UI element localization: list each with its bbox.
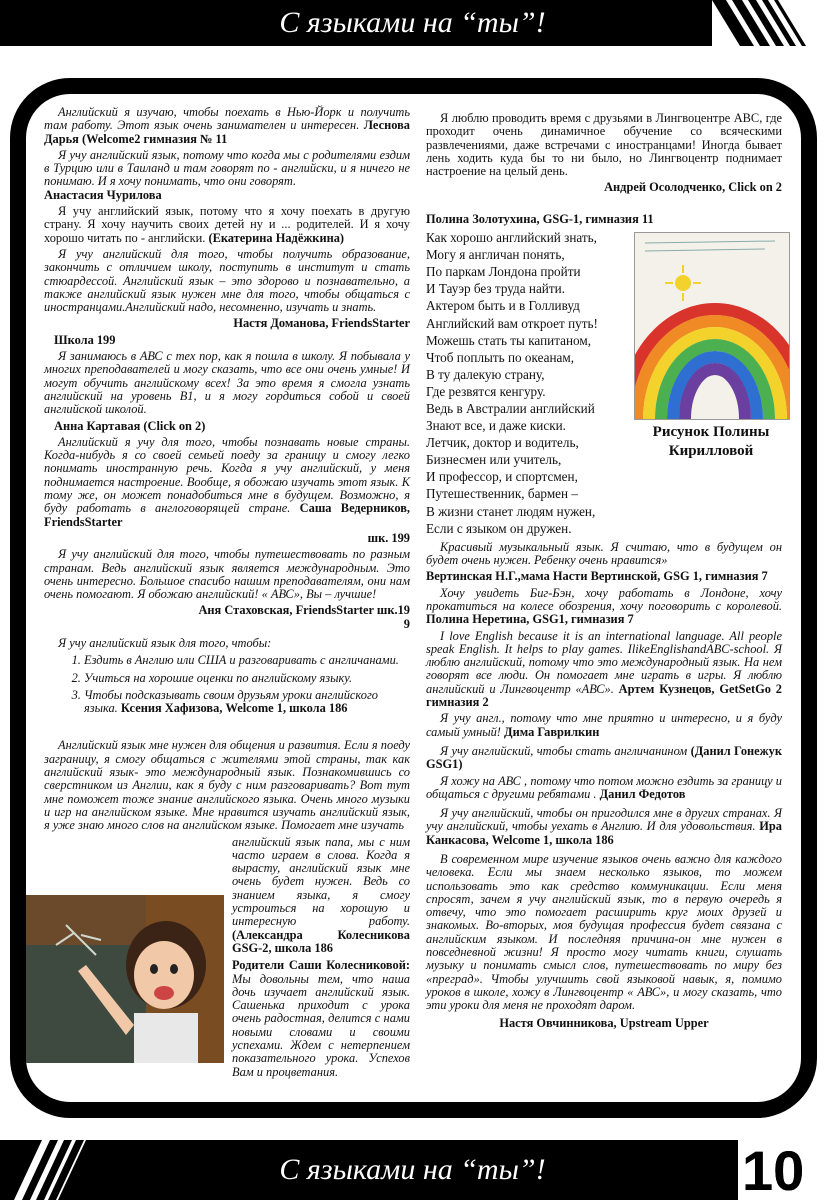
poem: [426, 229, 634, 537]
left-paragraph-8b: английский язык папа, мы с ним часто играем в слова. Когда я вырасту, английский язык мне очень будет нужен. Ведь со знанием языка, я смогу устроиться на хорошую и интересную работу. (Александра Колесникова GSG-2, школа 186: [232, 834, 410, 955]
list-item: 3. Чтобы подсказывать своим друзьям уроки английского языка. Ксения Хафизова, Welcome 1, школа 186: [84, 689, 410, 716]
poem-line: Могу я англичан понять,: [426, 247, 565, 263]
left-paragraph-3: Я учу английский язык, потому что я хочу поехать в другую страну. Я хочу научить своих детей ну и ... родителей. И я хочу хорошо читать по - английски. (Екатерина Надёжкина): [44, 204, 410, 245]
poem-line: Чтоб поплыть по океанам,: [426, 349, 575, 365]
left-list-intro: Я учу английский язык для того, чтобы:: [58, 635, 272, 650]
poem-line: Ведь в Австралии английский: [426, 401, 595, 417]
poem-line: Путешественник, бармен –: [426, 486, 578, 502]
left-signature-5: Анна Картавая (Click on 2): [54, 418, 206, 433]
right-signature-1: Андрей Осолодченко, Click on 2: [604, 180, 782, 195]
poem-heading: Полина Золотухина, GSG-1, гимназия 11: [426, 211, 654, 226]
header-title: С языками на “ты”!: [279, 6, 546, 39]
page-number: 10: [742, 1139, 805, 1202]
left-signature-4b: Школа 199: [54, 332, 116, 347]
right-paragraph-7: Я хожу на АВС , потому что потом можно ездить за границу и общаться с другими ребятами . Данил Федотов: [426, 773, 782, 801]
poem-line: И Тауэр без труда найти.: [426, 281, 565, 297]
left-signature-7: Аня Стаховская, FriendsStarter шк.19 9: [198, 603, 410, 631]
right-signature-9: Настя Овчинникова, Upstream Upper: [499, 1015, 709, 1030]
right-paragraph-2: Красивый музыкальный язык. Я считаю, что в будущем он будет очень нужен. Ребенку очень нравится»: [426, 539, 782, 568]
right-paragraph-6: Я учу английский, чтобы стать англичанином (Данил Гонежук GSG1): [426, 743, 782, 772]
left-paragraph-4: Я учу английский для того, чтобы получить образование, закончить с отличием школу, поступить в институт и стать стюардессой. Английский язык – это здорово и познавательно, а также английский язык нужен мне для того, чтобы общаться с иностранцами.Английский надо, несомненно, изучать и знать.: [44, 246, 410, 315]
right-paragraph-1: Я люблю проводить время с друзьями в Лингвоцентре АВС, где проходит очень динамичное обучение со всяческими развлечениями, даже встречами с иностранцами! Иногда бывает лень ходить куда бы то ни было, но Лингвоцентр поднимает настроение на целый день.: [426, 111, 782, 179]
poem-line: Где резвятся кенгуру.: [426, 383, 546, 399]
poem-line: В жизни станет людям нужен,: [426, 503, 596, 519]
list-item: 2. Учиться на хорошие оценки по английскому языку.: [84, 672, 410, 685]
right-paragraph-3: Хочу увидеть Биг-Бэн, хочу работать в Лондоне, хочу прокатиться на колесе обозрения, хочу поговорить с королевой. Полина Неретина, GSG1, гимназия 7: [426, 585, 782, 627]
left-signature-6: шк. 199: [367, 530, 410, 545]
left-paragraph-5: Я занимаюсь в АВС с тех пор, как я пошла в школу. Я побывала у многих преподавателей и могу сказать, что все они очень умные! И могут обучить английскому всех! За это время я смогла узнать английский на уровень B1, и я могу гордиться собой и своей английской школой.: [44, 349, 410, 417]
poem-line: По паркам Лондона пройти: [426, 264, 581, 280]
footer-band: [0, 1140, 825, 1200]
poem-line: Можешь стать ты капитаном,: [426, 332, 592, 348]
right-paragraph-8: Я учу английский, чтобы он пригодился мне в других странах. Я учу английский, чтобы уехать в Англию. И для удовольствия. Ира Канкасова, Welcome 1, школа 186: [426, 806, 782, 847]
left-paragraph-6: Английский я учу для того, чтобы познавать новые страны. Когда-нибудь я со своей семьей поеду за границу и смогу легко понимать иностранную речь. Когда я учу английский, у меня поднимается настроение. Вообще, я обожаю изучать этот язык. К тому же, он может понадобиться мне в будущем. Возможно, я буду работать в англоговорящей стране. Саша Ведерников, FriendsStarter: [44, 434, 410, 529]
list-item: 1. Ездить в Англию или США и разговаривать с англичанами.: [84, 654, 410, 667]
footer-title: С языками на “ты”!: [279, 1153, 546, 1186]
right-paragraph-5: Я учу англ., потому что мне приятно и интересно, и я буду самый умный! Дима Гаврилкин: [426, 711, 782, 739]
left-paragraph-2: Я учу английский язык, потому что когда мы с родителями ездим в Турцию или в Таиланд и там говорят по - английски, и я ничего не понимаю. И я хочу понимать, что они говорят. Анастасия Чурилова: [44, 147, 410, 202]
right-paragraph-4: I love English because it is an international language. All people speak English. It helps to play games. IlikeEnglishandABC-school. Я люблю английский, потому что это международный язык. На нем говорят все люди. Он помогает мне играть в игры. Я люблю английский и Лингвоцентр «АВС». Артем Кузнецов, GetSetGo 2 гимназия 2: [426, 628, 782, 710]
left-paragraph-8: Английский язык мне нужен для общения и развития. Если я поеду заграницу, я смогу общаться с жителями этой страны, так как английский язык- это международный язык. Познакомившись со сверстником из Англии, как я буду с ним разговаривать? Вот тут мне поможет тоже знание английского языка. Очень много музыки и игр на английском языке. Мне нравится изучать английский язык, я уже знаю много слов на английском языке. Помогает мне изучать: [44, 738, 410, 833]
poem-line: Актером быть и в Голливуд: [426, 298, 580, 314]
poem-line: Летчик, доктор и водитель,: [426, 435, 579, 451]
left-signature-4: Настя Доманова, FriendsStarter: [233, 316, 410, 331]
header-band: [0, 0, 825, 46]
rainbow-drawing: [634, 232, 790, 420]
girl-photo: [26, 895, 224, 1063]
drawing-caption: Рисунок Полины Кирилловой: [652, 424, 770, 459]
left-paragraph-1: Английский я изучаю, чтобы поехать в Нью-Йорк и получить там работу. Этот язык очень занимателен и интересен. Леснова Дарья (Welcome2 гимназия № 11: [44, 105, 410, 146]
poem-line: В ту далекую страну,: [426, 366, 545, 382]
poem-line: Как хорошо английский знать,: [426, 230, 597, 246]
left-paragraph-9: Родители Саши Колесниковой: Мы довольны тем, что наша дочь изучает английский язык. Сашенька приходит с урока очень радостная, делится с нами новыми словами и своими успехами. Ждем с нетерпением показательного урока. Успехов Вам и процветания.: [232, 958, 410, 1079]
right-paragraph-9: В современном мире изучение языков очень важно для каждого человека. Если мы знаем несколько языков, то можем использовать это как средство коммуникации. Если меня спросят, зачем я учу английский язык, то в первую очередь я отвечу, что это помогает расширить круг моих друзей и знакомых. Во-вторых, моя будущая профессия будет связана с английским языком. И последняя причина-он мне нужен в повседневной жизни! Я просто могу читать книги, слушать музыку и понимать смысл слов, путешествовать по миру без «преград». Чтобы улучшить свой языковой навык, я, помимо уроков в школе, хожу в Лингвоцентр « АВС», и могу сказать, что эти уроки для меня не проходят даром.: [426, 852, 782, 1013]
poem-line: Если с языком он дружен.: [426, 520, 572, 536]
poem-line: Английский вам откроет путь!: [426, 315, 598, 331]
poem-line: Знают все, и даже киски.: [426, 418, 566, 434]
poem-line: Бизнесмен или учитель,: [426, 452, 562, 468]
left-list: [44, 654, 410, 715]
right-signature-2: Вертинская Н.Г.,мама Насти Вертинской, GSG 1, гимназия 7: [426, 569, 768, 584]
poem-line: И профессор, и спортсмен,: [426, 469, 578, 485]
header-stripes-icon: [712, 0, 825, 46]
left-paragraph-7: Я учу английский для того, чтобы путешествовать по разным странам. Ведь английский язык является международным. Это очень интересно. Большое спасибо нашим преподавателям, они нам очень помогают. Я обожаю английский! « АВС», Вы – лучшие!: [44, 547, 410, 602]
